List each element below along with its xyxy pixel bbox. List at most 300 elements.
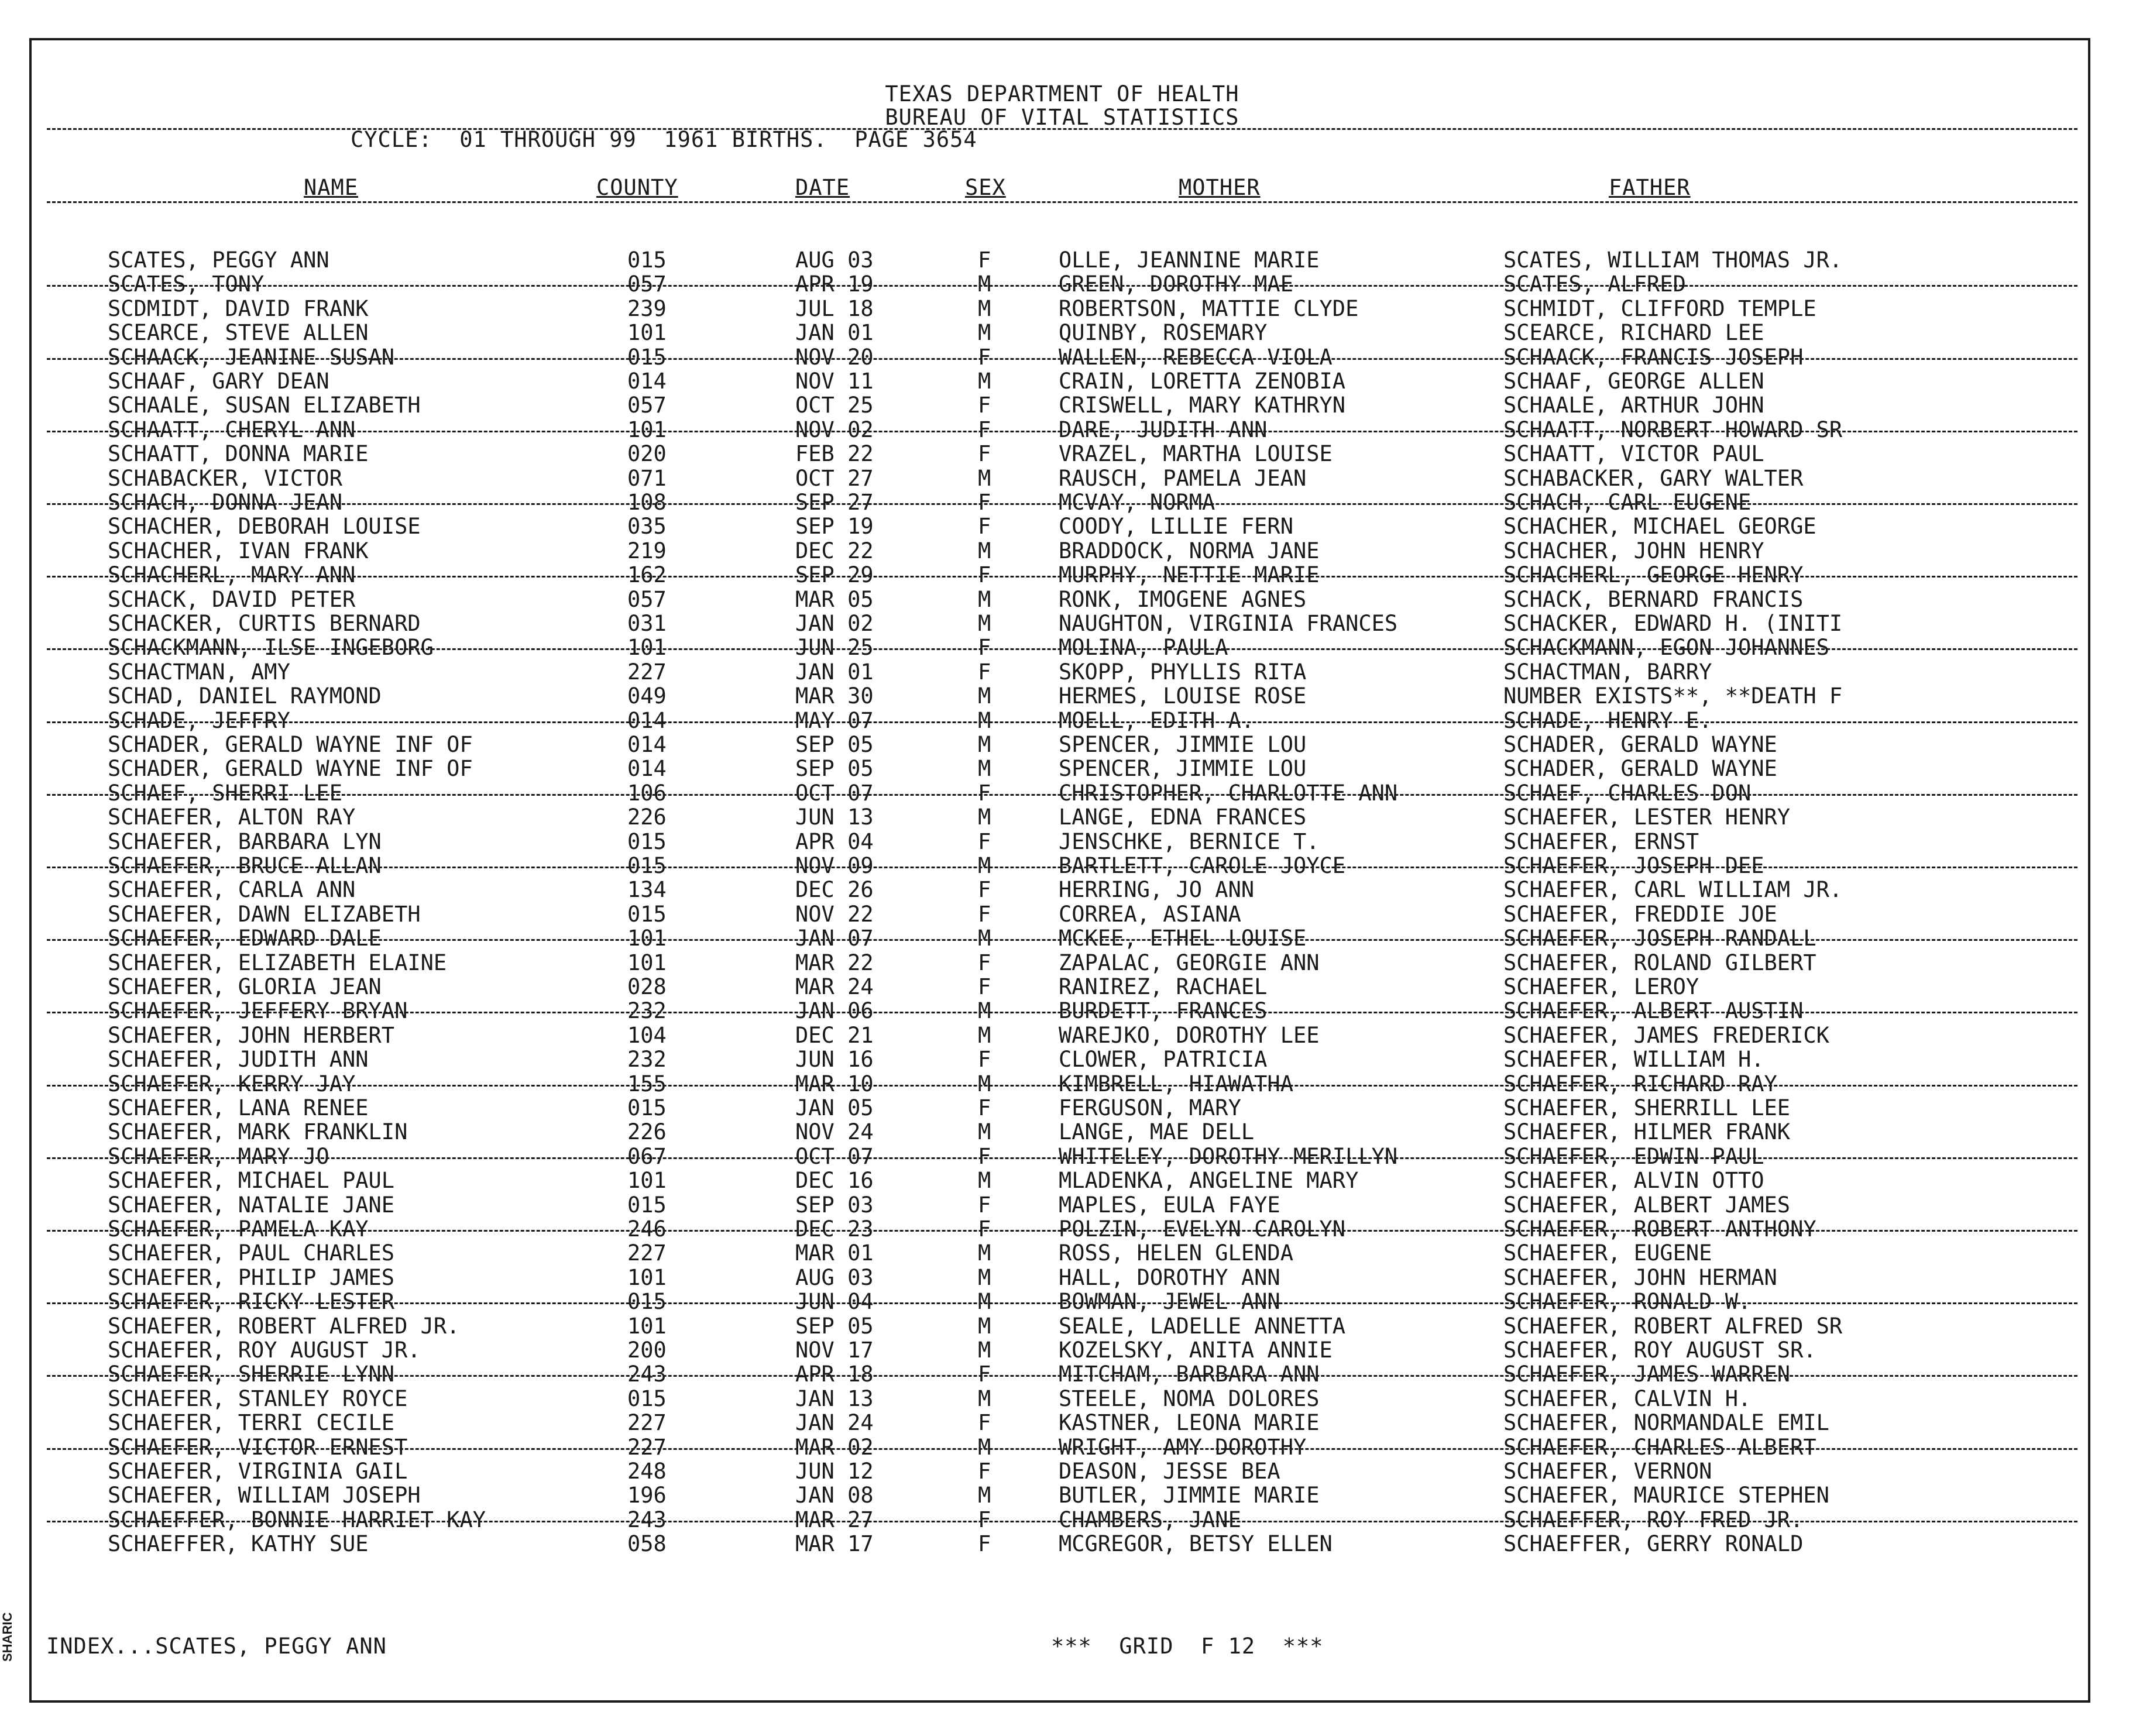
county-cell: 101: [627, 1168, 667, 1194]
date-cell: JUL 18: [795, 295, 874, 321]
county-cell: 015: [627, 1192, 667, 1218]
county-cell: 106: [627, 780, 667, 806]
name-cell: SCHACHER, IVAN FRANK: [108, 538, 369, 563]
date-cell: JUN 16: [795, 1047, 874, 1072]
sex-cell: F: [978, 974, 991, 999]
sex-cell: M: [978, 369, 991, 394]
county-cell: 014: [627, 369, 667, 394]
column-header-sex: SEX: [965, 175, 1006, 200]
mother-cell: BRADDOCK, NORMA JANE: [1059, 538, 1320, 563]
mother-cell: SPENCER, JIMMIE LOU: [1059, 756, 1307, 782]
name-cell: SCHAEFER, DAWN ELIZABETH: [108, 901, 421, 927]
county-cell: 248: [627, 1459, 667, 1484]
sex-cell: F: [978, 393, 991, 418]
row-divider: [47, 1302, 2077, 1304]
sex-cell: M: [978, 1483, 991, 1508]
name-cell: SCHAEFER, MARY JO: [108, 1143, 329, 1169]
sex-cell: F: [978, 344, 991, 370]
sex-cell: M: [978, 586, 991, 612]
table-row: [32, 1314, 2093, 1338]
county-cell: 014: [627, 756, 667, 782]
table-row: [32, 1459, 2093, 1483]
county-cell: 104: [627, 1022, 667, 1048]
father-cell: SCHAEFFER, GERRY RONALD: [1503, 1531, 1804, 1557]
date-cell: MAR 30: [795, 683, 874, 709]
sex-cell: M: [978, 756, 991, 782]
name-cell: SCHAEFER, ELIZABETH ELAINE: [108, 950, 447, 975]
county-cell: 015: [627, 829, 667, 854]
name-cell: SCHACHER, DEBORAH LOUISE: [108, 514, 421, 539]
county-cell: 057: [627, 393, 667, 418]
name-cell: SCHACK, DAVID PETER: [108, 586, 356, 612]
father-cell: SCEARCE, RICHARD LEE: [1503, 320, 1764, 346]
date-cell: NOV 20: [795, 344, 874, 370]
sex-cell: M: [978, 926, 991, 951]
name-cell: SCHACTMAN, AMY: [108, 659, 290, 685]
county-cell: 067: [627, 1143, 667, 1169]
county-cell: 028: [627, 974, 667, 999]
name-cell: SCHAEFFER, BONNIE HARRIET KAY: [108, 1507, 486, 1532]
table-row: [32, 563, 2093, 587]
father-cell: SCHAEFER, JOHN HERMAN: [1503, 1264, 1777, 1290]
mother-cell: MOLINA, PAULA: [1059, 635, 1228, 661]
county-cell: 227: [627, 659, 667, 685]
county-cell: 049: [627, 683, 667, 709]
name-cell: SCATES, TONY: [108, 271, 265, 297]
row-divider: [47, 1085, 2077, 1087]
date-cell: JAN 07: [795, 926, 874, 951]
table-row: [32, 684, 2093, 708]
table-row: [32, 1483, 2093, 1507]
mother-cell: MAPLES, EULA FAYE: [1059, 1192, 1280, 1218]
date-cell: JAN 13: [795, 1386, 874, 1411]
county-cell: 101: [627, 950, 667, 975]
mother-cell: GREEN, DOROTHY MAE: [1059, 271, 1293, 297]
date-cell: NOV 22: [795, 901, 874, 927]
sex-cell: F: [978, 635, 991, 661]
date-cell: NOV 09: [795, 853, 874, 878]
sex-cell: M: [978, 538, 991, 563]
table-row: [32, 1120, 2093, 1144]
date-cell: MAR 10: [795, 1071, 874, 1096]
mother-cell: DEASON, JESSE BEA: [1059, 1459, 1280, 1484]
sex-cell: F: [978, 950, 991, 975]
mother-cell: WRIGHT, AMY DOROTHY: [1059, 1434, 1307, 1460]
index-label: INDEX...SCATES, PEGGY ANN: [46, 1634, 387, 1659]
mother-cell: CHRISTOPHER, CHARLOTTE ANN: [1059, 780, 1398, 806]
column-header-mother: MOTHER: [1179, 175, 1261, 200]
father-cell: SCHAAF, GEORGE ALLEN: [1503, 369, 1764, 394]
mother-cell: LANGE, EDNA FRANCES: [1059, 805, 1307, 830]
sex-cell: F: [978, 829, 991, 854]
mother-cell: RANIREZ, RACHAEL: [1059, 974, 1268, 999]
sex-cell: M: [978, 465, 991, 491]
mother-cell: HALL, DOROTHY ANN: [1059, 1264, 1280, 1290]
county-cell: 015: [627, 344, 667, 370]
father-cell: SCHAEFER, ERNST: [1503, 829, 1699, 854]
row-divider: [47, 503, 2077, 505]
name-cell: SCHAEFER, RICKY LESTER: [108, 1289, 395, 1315]
mother-cell: BOWMAN, JEWEL ANN: [1059, 1289, 1280, 1315]
father-cell: SCATES, WILLIAM THOMAS JR.: [1503, 247, 1843, 273]
date-cell: APR 18: [795, 1362, 874, 1387]
table-row: [32, 926, 2093, 950]
county-cell: 101: [627, 926, 667, 951]
sex-cell: F: [978, 1047, 991, 1072]
table-row: [32, 369, 2093, 393]
mother-cell: BUTLER, JIMMIE MARIE: [1059, 1483, 1320, 1508]
name-cell: SCHAACK, JEANINE SUSAN: [108, 344, 395, 370]
date-cell: SEP 27: [795, 490, 874, 515]
name-cell: SCHADER, GERALD WAYNE INF OF: [108, 756, 473, 782]
father-cell: SCHADER, GERALD WAYNE: [1503, 732, 1777, 757]
mother-cell: CRISWELL, MARY KATHRYN: [1059, 393, 1346, 418]
name-cell: SCHACH, DONNA JEAN: [108, 490, 342, 515]
county-cell: 232: [627, 998, 667, 1024]
mother-cell: BURDETT, FRANCES: [1059, 998, 1268, 1024]
date-cell: JAN 02: [795, 611, 874, 636]
name-cell: SCHAEFER, ALTON RAY: [108, 805, 356, 830]
date-cell: SEP 05: [795, 1313, 874, 1339]
name-cell: SCHACHERL, MARY ANN: [108, 562, 356, 588]
name-cell: SCATES, PEGGY ANN: [108, 247, 329, 273]
sex-cell: M: [978, 707, 991, 733]
sex-cell: M: [978, 1338, 991, 1363]
county-cell: 057: [627, 586, 667, 612]
side-stamp: SHARIC: [0, 1612, 15, 1662]
date-cell: OCT 25: [795, 393, 874, 418]
table-row: [32, 757, 2093, 781]
grid-label: *** GRID F 12 ***: [1051, 1634, 1324, 1659]
name-cell: SCHAEFER, ROBERT ALFRED JR.: [108, 1313, 460, 1339]
county-cell: 162: [627, 562, 667, 588]
table-row: [32, 1241, 2093, 1265]
father-cell: SCHAEFER, CARL WILLIAM JR.: [1503, 877, 1843, 903]
date-cell: MAR 27: [795, 1507, 874, 1532]
table-row: [32, 539, 2093, 563]
father-cell: SCHACKER, EDWARD H. (INITI: [1503, 611, 1843, 636]
table-row: [32, 1435, 2093, 1459]
date-cell: DEC 22: [795, 538, 874, 563]
date-cell: FEB 22: [795, 441, 874, 467]
father-cell: SCHAEFER, RONALD W.: [1503, 1289, 1752, 1315]
name-cell: SCHAEFER, GLORIA JEAN: [108, 974, 382, 999]
name-cell: SCHACKER, CURTIS BERNARD: [108, 611, 421, 636]
name-cell: SCHAEFER, TERRI CECILE: [108, 1410, 395, 1436]
table-row: [32, 854, 2093, 878]
name-cell: SCHAEFER, PAMELA KAY: [108, 1216, 369, 1242]
sex-cell: M: [978, 805, 991, 830]
column-header-date: DATE: [795, 175, 850, 200]
mother-cell: VRAZEL, MARTHA LOUISE: [1059, 441, 1333, 467]
father-cell: SCHAEFER, FREDDIE JOE: [1503, 901, 1777, 927]
father-cell: SCHACTMAN, BARRY: [1503, 659, 1712, 685]
mother-cell: MCVAY, NORMA: [1059, 490, 1215, 515]
date-cell: MAR 05: [795, 586, 874, 612]
table-row: [32, 902, 2093, 926]
date-cell: OCT 27: [795, 465, 874, 491]
mother-cell: KASTNER, LEONA MARIE: [1059, 1410, 1320, 1436]
county-cell: 226: [627, 1119, 667, 1145]
county-cell: 015: [627, 1289, 667, 1315]
mother-cell: KIMBRELL, HIAWATHA: [1059, 1071, 1293, 1096]
name-cell: SCHAALE, SUSAN ELIZABETH: [108, 393, 421, 418]
sex-cell: M: [978, 320, 991, 346]
sex-cell: F: [978, 1192, 991, 1218]
father-cell: SCHAEFER, VERNON: [1503, 1459, 1712, 1484]
sex-cell: F: [978, 901, 991, 927]
date-cell: MAR 01: [795, 1240, 874, 1266]
father-cell: SCHAEFER, ROLAND GILBERT: [1503, 950, 1816, 975]
county-cell: 015: [627, 853, 667, 878]
row-divider: [47, 358, 2077, 360]
name-cell: SCHAEFER, KERRY JAY: [108, 1071, 356, 1096]
date-cell: JUN 04: [795, 1289, 874, 1315]
father-cell: SCHAEFER, ROBERT ANTHONY: [1503, 1216, 1816, 1242]
county-cell: 227: [627, 1410, 667, 1436]
mother-cell: HERRING, JO ANN: [1059, 877, 1255, 903]
row-divider: [47, 1012, 2077, 1013]
table-row: [32, 1266, 2093, 1290]
father-cell: SCHACK, BERNARD FRANCIS: [1503, 586, 1804, 612]
date-cell: MAR 24: [795, 974, 874, 999]
father-cell: SCHADE, HENRY E.: [1503, 707, 1712, 733]
date-cell: DEC 16: [795, 1168, 874, 1194]
mother-cell: SEALE, LADELLE ANNETTA: [1059, 1313, 1346, 1339]
name-cell: SCHAEFER, VIRGINIA GAIL: [108, 1459, 408, 1484]
name-cell: SCHAD, DANIEL RAYMOND: [108, 683, 382, 709]
name-cell: SCHAEFER, MICHAEL PAUL: [108, 1168, 395, 1194]
date-cell: JAN 24: [795, 1410, 874, 1436]
table-row: [32, 272, 2093, 296]
table-row: [32, 1290, 2093, 1314]
sex-cell: F: [978, 780, 991, 806]
county-cell: 243: [627, 1507, 667, 1532]
table-row: [32, 1411, 2093, 1435]
county-cell: 101: [627, 635, 667, 661]
date-cell: DEC 26: [795, 877, 874, 903]
father-cell: SCATES, ALFRED: [1503, 271, 1686, 297]
county-cell: 246: [627, 1216, 667, 1242]
mother-cell: WHITELEY, DOROTHY MERILLYN: [1059, 1143, 1398, 1169]
date-cell: MAR 17: [795, 1531, 874, 1557]
table-row: [32, 830, 2093, 854]
father-cell: SCHAEFER, CHARLES ALBERT: [1503, 1434, 1816, 1460]
sex-cell: M: [978, 1289, 991, 1315]
table-row: [32, 345, 2093, 369]
date-cell: JUN 12: [795, 1459, 874, 1484]
name-cell: SCHAEF, SHERRI LEE: [108, 780, 342, 806]
father-cell: SCHAEFER, NORMANDALE EMIL: [1503, 1410, 1829, 1436]
table-row: [32, 1362, 2093, 1386]
name-cell: SCDMIDT, DAVID FRANK: [108, 295, 369, 321]
name-cell: SCHAEFER, PAUL CHARLES: [108, 1240, 395, 1266]
table-row: [32, 321, 2093, 345]
mother-cell: CORREA, ASIANA: [1059, 901, 1241, 927]
sex-cell: M: [978, 1168, 991, 1194]
name-cell: SCHAAF, GARY DEAN: [108, 369, 329, 394]
table-row: [32, 999, 2093, 1023]
row-divider: [47, 576, 2077, 577]
father-cell: SCHACH, CARL EUGENE: [1503, 490, 1752, 515]
sex-cell: F: [978, 1143, 991, 1169]
mother-cell: BARTLETT, CAROLE JOYCE: [1059, 853, 1346, 878]
date-cell: SEP 05: [795, 732, 874, 757]
county-cell: 232: [627, 1047, 667, 1072]
mother-cell: MITCHAM, BARBARA ANN: [1059, 1362, 1320, 1387]
father-cell: SCHABACKER, GARY WALTER: [1503, 465, 1804, 491]
sex-cell: M: [978, 683, 991, 709]
row-divider: [47, 1157, 2077, 1159]
county-cell: 227: [627, 1240, 667, 1266]
name-cell: SCHAEFFER, KATHY SUE: [108, 1531, 369, 1557]
table-row: [32, 1338, 2093, 1362]
sex-cell: F: [978, 1362, 991, 1387]
table-row: [32, 635, 2093, 659]
date-cell: NOV 17: [795, 1338, 874, 1363]
name-cell: SCHAEFER, JOHN HERBERT: [108, 1022, 395, 1048]
mother-cell: CHAMBERS, JANE: [1059, 1507, 1241, 1532]
father-cell: SCHAEFER, JAMES FREDERICK: [1503, 1022, 1829, 1048]
county-cell: 015: [627, 901, 667, 927]
mother-cell: DARE, JUDITH ANN: [1059, 417, 1268, 442]
table-row: [32, 611, 2093, 635]
name-cell: SCEARCE, STEVE ALLEN: [108, 320, 369, 346]
row-divider: [47, 285, 2077, 287]
sex-cell: M: [978, 1119, 991, 1145]
father-cell: SCHAEFER, ALBERT AUSTIN: [1503, 998, 1804, 1024]
county-cell: 015: [627, 1386, 667, 1411]
date-cell: SEP 05: [795, 756, 874, 782]
county-cell: 014: [627, 732, 667, 757]
father-cell: SCHAATT, VICTOR PAUL: [1503, 441, 1764, 467]
sex-cell: F: [978, 1095, 991, 1120]
sex-cell: F: [978, 490, 991, 515]
column-header-father: FATHER: [1609, 175, 1691, 200]
sex-cell: M: [978, 1313, 991, 1339]
table-row: [32, 878, 2093, 902]
department-title: TEXAS DEPARTMENT OF HEALTH: [885, 81, 1239, 106]
county-cell: 243: [627, 1362, 667, 1387]
sex-cell: F: [978, 562, 991, 588]
mother-cell: CRAIN, LORETTA ZENOBIA: [1059, 369, 1346, 394]
date-cell: NOV 11: [795, 369, 874, 394]
table-row: [32, 781, 2093, 805]
sex-cell: M: [978, 271, 991, 297]
date-cell: DEC 23: [795, 1216, 874, 1242]
father-cell: SCHAALE, ARTHUR JOHN: [1503, 393, 1764, 418]
table-row: [32, 466, 2093, 490]
mother-cell: RONK, IMOGENE AGNES: [1059, 586, 1307, 612]
mother-cell: COODY, LILLIE FERN: [1059, 514, 1293, 539]
table-row: [32, 975, 2093, 999]
date-cell: JAN 01: [795, 659, 874, 685]
name-cell: SCHACKMANN, ILSE INGEBORG: [108, 635, 434, 661]
row-divider: [47, 1375, 2077, 1377]
date-cell: SEP 03: [795, 1192, 874, 1218]
mother-cell: CLOWER, PATRICIA: [1059, 1047, 1268, 1072]
father-cell: SCHAEFER, ROY AUGUST SR.: [1503, 1338, 1816, 1363]
county-cell: 101: [627, 1313, 667, 1339]
mother-cell: RAUSCH, PAMELA JEAN: [1059, 465, 1307, 491]
row-divider: [47, 648, 2077, 650]
date-cell: JAN 05: [795, 1095, 874, 1120]
date-cell: JAN 08: [795, 1483, 874, 1508]
sex-cell: M: [978, 732, 991, 757]
name-cell: SCHAEFER, ROY AUGUST JR.: [108, 1338, 421, 1363]
sex-cell: M: [978, 1071, 991, 1096]
county-cell: 219: [627, 538, 667, 563]
bureau-title: BUREAU OF VITAL STATISTICS: [885, 105, 1239, 130]
date-cell: MAY 07: [795, 707, 874, 733]
table-row: [32, 587, 2093, 611]
table-row: [32, 418, 2093, 442]
county-cell: 134: [627, 877, 667, 903]
date-cell: JAN 01: [795, 320, 874, 346]
sex-cell: M: [978, 998, 991, 1024]
name-cell: SCHADER, GERALD WAYNE INF OF: [108, 732, 473, 757]
county-cell: 101: [627, 320, 667, 346]
sex-cell: F: [978, 1459, 991, 1484]
mother-cell: ZAPALAC, GEORGIE ANN: [1059, 950, 1320, 975]
table-row: [32, 248, 2093, 272]
row-divider: [47, 867, 2077, 868]
county-cell: 200: [627, 1338, 667, 1363]
county-cell: 058: [627, 1531, 667, 1557]
father-cell: SCHAEFER, MAURICE STEPHEN: [1503, 1483, 1829, 1508]
father-cell: SCHAEFER, LEROY: [1503, 974, 1699, 999]
row-divider: [47, 1230, 2077, 1232]
father-cell: SCHAEF, CHARLES DON: [1503, 780, 1752, 806]
table-row: [32, 1072, 2093, 1096]
name-cell: SCHAEFER, LANA RENEE: [108, 1095, 369, 1120]
county-cell: 239: [627, 295, 667, 321]
table-row: [32, 1532, 2093, 1556]
father-cell: NUMBER EXISTS**, **DEATH F: [1503, 683, 1843, 709]
document-sheet: [29, 38, 2090, 1703]
cycle-line: CYCLE: 01 THROUGH 99 1961 BIRTHS. PAGE 3654: [351, 127, 977, 152]
father-cell: SCHAEFER, ALBERT JAMES: [1503, 1192, 1791, 1218]
table-row: [32, 1193, 2093, 1217]
county-cell: 155: [627, 1071, 667, 1096]
table-row: [32, 514, 2093, 538]
name-cell: SCHAEFER, STANLEY ROYCE: [108, 1386, 408, 1411]
county-cell: 015: [627, 1095, 667, 1120]
father-cell: SCHACKMANN, EGON JOHANNES: [1503, 635, 1829, 661]
date-cell: SEP 19: [795, 514, 874, 539]
mother-cell: QUINBY, ROSEMARY: [1059, 320, 1268, 346]
sex-cell: M: [978, 1264, 991, 1290]
date-cell: NOV 02: [795, 417, 874, 442]
county-cell: 071: [627, 465, 667, 491]
date-cell: OCT 07: [795, 1143, 874, 1169]
date-cell: AUG 03: [795, 247, 874, 273]
county-cell: 020: [627, 441, 667, 467]
county-cell: 101: [627, 417, 667, 442]
name-cell: SCHAEFER, NATALIE JANE: [108, 1192, 395, 1218]
sex-cell: M: [978, 1434, 991, 1460]
header-divider-bottom: [47, 201, 2077, 203]
sex-cell: F: [978, 417, 991, 442]
date-cell: SEP 29: [795, 562, 874, 588]
mother-cell: WAREJKO, DOROTHY LEE: [1059, 1022, 1320, 1048]
mother-cell: ROBERTSON, MATTIE CLYDE: [1059, 295, 1359, 321]
mother-cell: MCKEE, ETHEL LOUISE: [1059, 926, 1307, 951]
date-cell: AUG 03: [795, 1264, 874, 1290]
sex-cell: F: [978, 1216, 991, 1242]
date-cell: APR 04: [795, 829, 874, 854]
table-row: [32, 805, 2093, 829]
